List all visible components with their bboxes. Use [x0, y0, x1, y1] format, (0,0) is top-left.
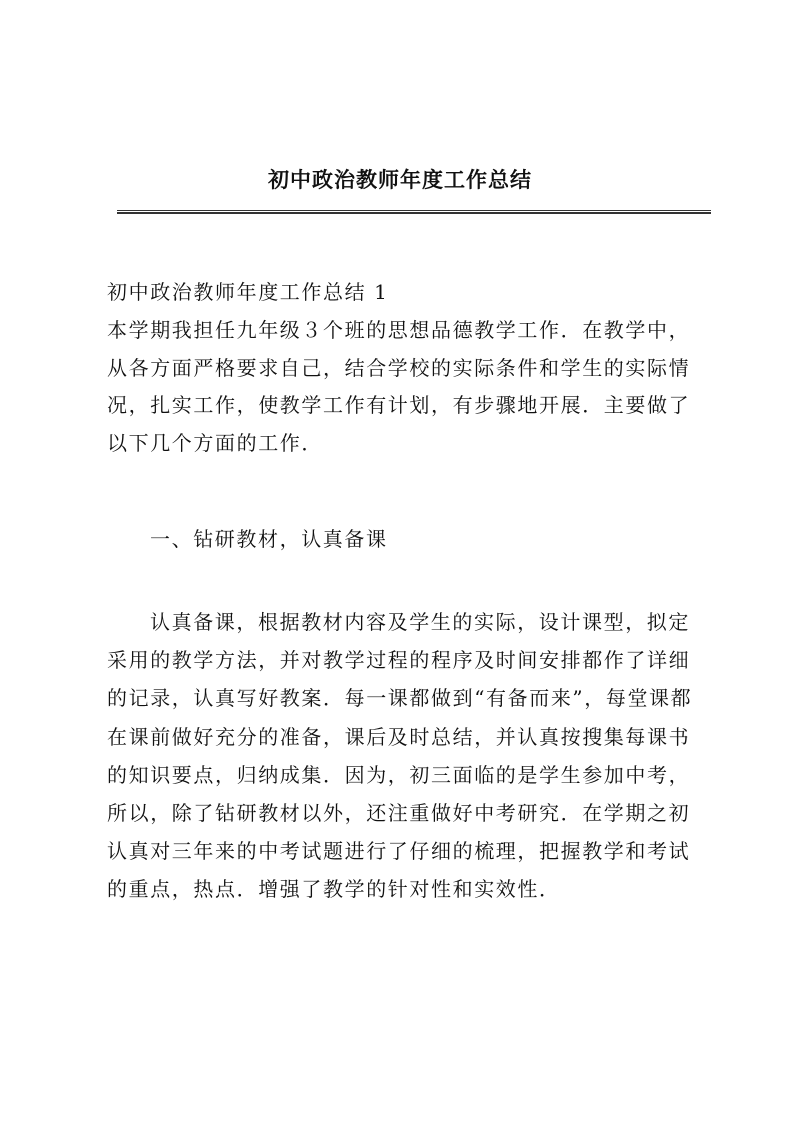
paragraph-lesson-prep: 认真备课，根据教材内容及学生的实际，设计课型，拟定采用的教学方法，并对教学过程的程序及时间安排都作了详细的记录，认真写好教案．每一课都做到“有备而来”，每堂课都在课前做好充分的准备，课后及时总结，并认真按搜集每课书的知识要点，归纳成集．因为，初三面临的是学生参加中考，所以，除了钻研教材以外，还注重做好中考研究．在学期之初认真对三年来的中考试题进行了仔细的梳理，把握教学和考试的重点，热点．增强了教学的针对性和实效性． — [107, 610, 693, 902]
document-title: 初中政治教师年度工作总结 — [268, 167, 532, 192]
intro-paragraph: 本学期我担任九年级３个班的思想品德教学工作．在教学中，从各方面严格要求自己，结合学校的实际条件和学生的实际情况，扎实工作，使教学工作有计划，有步骤地开展．主要做了以下几个方面的工作． — [107, 318, 691, 455]
heading-study-materials: 一、钻研教材，认真备课 — [150, 527, 388, 551]
section-title: 初中政治教师年度工作总结 1 — [107, 280, 389, 304]
title-divider — [117, 210, 711, 214]
